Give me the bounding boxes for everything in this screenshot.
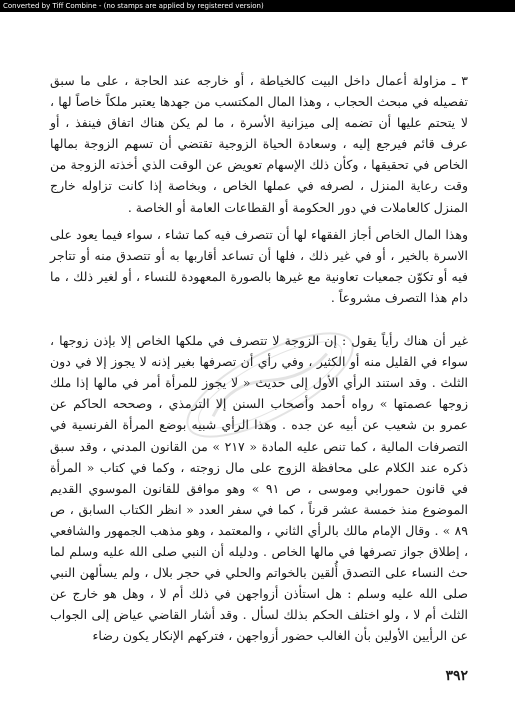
converter-banner: Converted by Tiff Combine - (no stamps are applied by registered version) (0, 0, 515, 12)
paragraph-1: ٣ ـ مزاولة أعمال داخل البيت كالخياطة ، أو خارجه عند الحاجة ، على ما سبق تفصيله في مبحث الحجاب ، وهذا المال المكتسب من جهدها يعتبر ملكاً خاصاً لها ، لا يتحتم عليها أن تضمه إلى ميزانية الأسرة ، ما لم يكن هناك اتفاق فينفذ ، أو عرف قائم فيرجع إليه ، وسعادة الحياة الزوجية تقتضي أن تسهم الزوجة بمالها الخاص في تحقيقها ، وكأن ذلك الإسهام تعويض عن الوقت الذي أخذته الزوجة من وقت رعاية المنزل ، لصرفه في عملها الخاص ، وبخاصة إذا كانت تزاوله خارج المنزل كالعاملات في دور الحكومة أو القطاعات العامة أو الخاصة . (50, 73, 468, 215)
paragraph-3: غير أن هناك رأياً يقول : إن الزوجة لا تتصرف في ملكها الخاص إلا بإذن زوجها ، سواء في القليل منه أو الكثير ، وفي رأي أن تصرفها بغير إذنه لا يجوز إلا في دون الثلث . وقد استند الرأي الأول إلى حديث « لا يجوز للمرأة أمر في مالها إذا ملك زوجها عصمتها » رواه أحمد وأصحاب السنن إلا الترمذي ، وصححه الحاكم عن عمرو بن شعيب عن أبيه عن جده . وهذا الرأي شبيه بوضع المرأة الفرنسية في التصرفات المالية ، كما تنص عليه المادة « ٢١٧ » من القانون المدني ، وقد سبق ذكره عند الكلام على محافظة الزوج على مال زوجته ، وكما في كتاب « المرأة في قانون حمورابي وموسى ، ص ٩١ » وهو موافق للقانون الموسوي القديم الموضوع منذ خمسة عشر قرناً ، كما في سفر العدد « انظر الكتاب السابق ، ص ٨٩ » . وقال الإمام مالك بالرأي الثاني ، والمعتمد ، وهو مذهب الجمهور والشافعي ، إطلاق جواز تصرفها في مالها الخاص . ودليله أن النبي صلى الله عليه وسلم لما حث النساء على التصدق أُلقين بالخواتم والحلي في حجر بلال ، ولم يسألهن النبي صلى الله عليه وسلم : هل استأذن أزواجهن في ذلك أم لا ، وهل هو خارج عن الثلث أم لا ، ولو اختلف الحكم بذلك لسأل . وقد أشار القاضي عياض إلى الجواب عن الرأيين الأولين بأن الغالب حضور أزواجهن ، فتركهم الإنكار يكون رضاء (50, 333, 469, 644)
page-number: ٣٩٢ (445, 668, 468, 684)
paragraph-2: وهذا المال الخاص أجاز الفقهاء لها أن تتصرف فيه كما تشاء ، سواء فيما يعود على الاسرة بالخير ، أو في غير ذلك ، فلها أن تساعد أقاربها به أو تتصدق منه أو تتاجر فيه أو تكوّن جمعيات تعاونية مع غيرها بالصورة المعهودة للنساء ، أو لغير ذلك ، ما دام هذا التصرف مشروعاً . (50, 226, 468, 305)
